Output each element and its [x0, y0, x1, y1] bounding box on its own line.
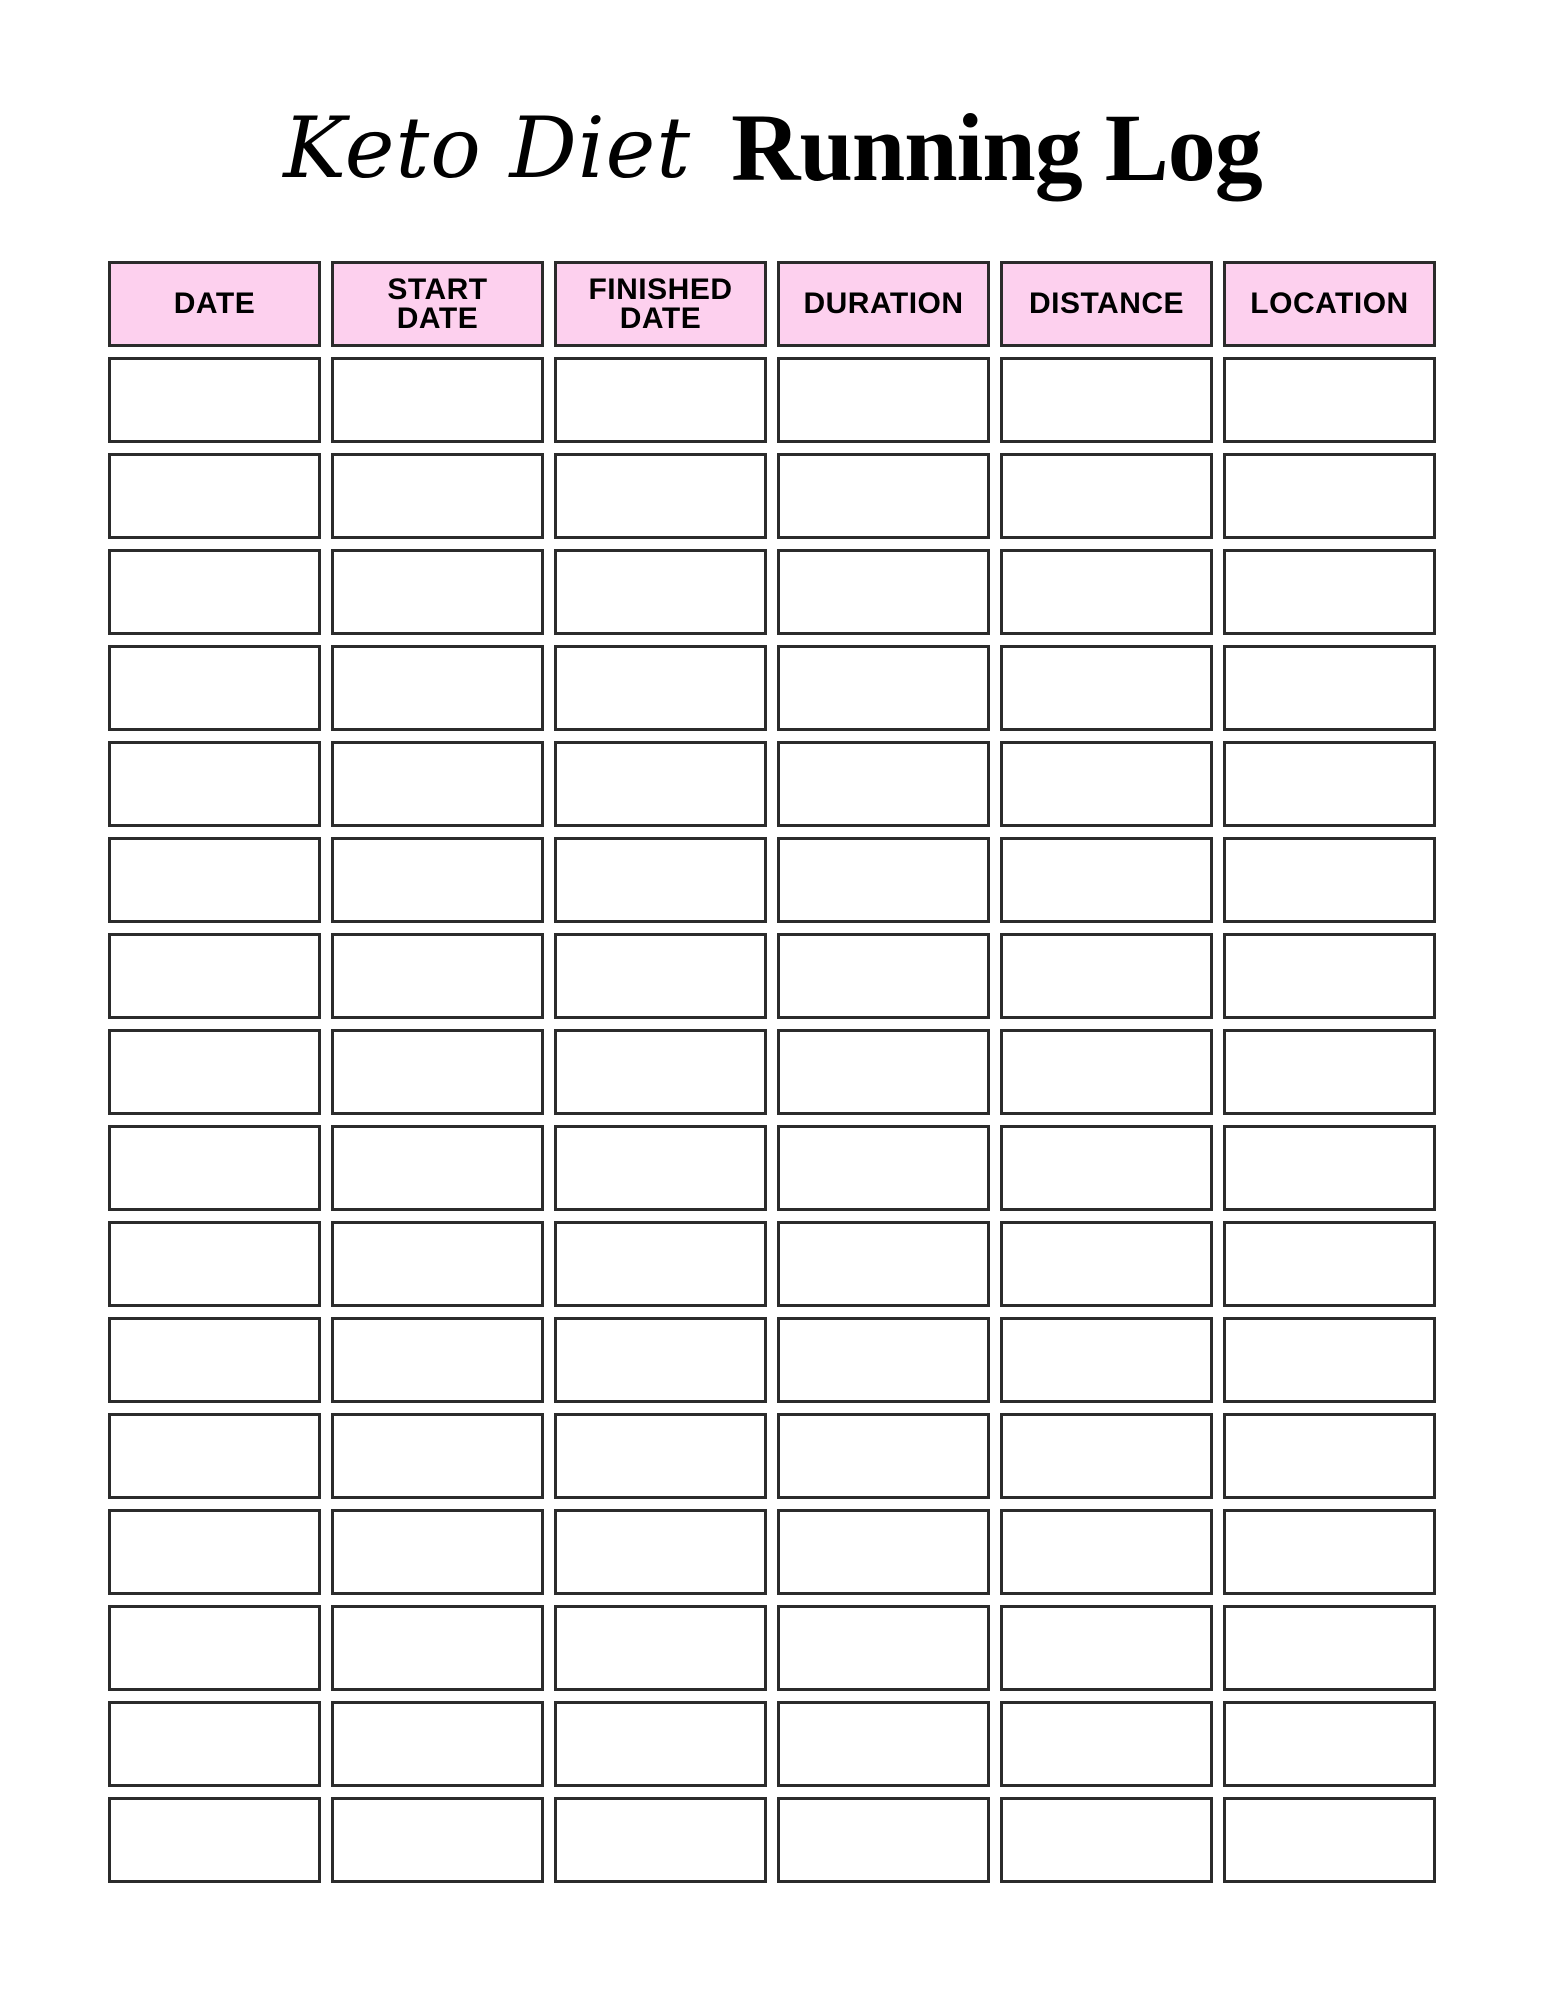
- column-header-label: [588, 272, 733, 335]
- log-entry-cell[interactable]: [777, 1029, 990, 1115]
- log-entry-cell[interactable]: [777, 933, 990, 1019]
- column-header-label: [803, 287, 964, 321]
- log-entry-cell[interactable]: [108, 1509, 321, 1595]
- log-entry-cell[interactable]: [554, 837, 767, 923]
- log-entry-cell[interactable]: [331, 645, 544, 731]
- log-entry-cell[interactable]: [777, 453, 990, 539]
- column-header: [554, 261, 767, 347]
- log-entry-cell[interactable]: [1223, 1605, 1436, 1691]
- log-entry-cell[interactable]: [777, 1701, 990, 1787]
- log-entry-cell[interactable]: [777, 645, 990, 731]
- log-entry-cell[interactable]: [1223, 453, 1436, 539]
- log-entry-cell[interactable]: [777, 741, 990, 827]
- log-entry-cell[interactable]: [1223, 741, 1436, 827]
- log-entry-cell[interactable]: [1000, 933, 1213, 1019]
- log-entry-cell[interactable]: [554, 1413, 767, 1499]
- log-entry-cell[interactable]: [108, 1413, 321, 1499]
- log-entry-cell[interactable]: [1000, 1413, 1213, 1499]
- log-entry-cell[interactable]: [1000, 645, 1213, 731]
- log-entry-cell[interactable]: [1000, 1701, 1213, 1787]
- log-entry-cell[interactable]: [331, 1509, 544, 1595]
- log-entry-cell[interactable]: [777, 1605, 990, 1691]
- log-entry-cell[interactable]: [1000, 1221, 1213, 1307]
- log-entry-cell[interactable]: [108, 1029, 321, 1115]
- log-entry-cell[interactable]: [108, 837, 321, 923]
- column-header: [1000, 261, 1213, 347]
- log-entry-cell[interactable]: [1000, 1509, 1213, 1595]
- log-entry-cell[interactable]: [777, 549, 990, 635]
- log-entry-cell[interactable]: [108, 1605, 321, 1691]
- log-entry-cell[interactable]: [554, 1605, 767, 1691]
- log-entry-cell[interactable]: [554, 1221, 767, 1307]
- log-entry-cell[interactable]: [1000, 837, 1213, 923]
- column-header-line: DATE: [619, 302, 702, 335]
- log-entry-cell[interactable]: [554, 357, 767, 443]
- log-entry-cell[interactable]: [554, 1797, 767, 1883]
- log-entry-cell[interactable]: [554, 645, 767, 731]
- log-entry-cell[interactable]: [554, 741, 767, 827]
- log-entry-cell[interactable]: [1223, 1701, 1436, 1787]
- column-header: [1223, 261, 1436, 347]
- log-entry-cell[interactable]: [108, 1125, 321, 1211]
- log-entry-cell[interactable]: [554, 1317, 767, 1403]
- log-entry-cell[interactable]: [1223, 1413, 1436, 1499]
- log-entry-cell[interactable]: [1223, 645, 1436, 731]
- log-entry-cell[interactable]: [1000, 453, 1213, 539]
- log-entry-cell[interactable]: [1223, 1221, 1436, 1307]
- log-entry-cell[interactable]: [554, 1509, 767, 1595]
- log-entry-cell[interactable]: [777, 1125, 990, 1211]
- column-header-label: [1028, 287, 1185, 321]
- log-entry-cell[interactable]: [1000, 1797, 1213, 1883]
- log-entry-cell[interactable]: [1223, 1317, 1436, 1403]
- title-main-text: Running Log: [731, 94, 1262, 201]
- log-entry-cell[interactable]: [1000, 549, 1213, 635]
- column-header: [777, 261, 990, 347]
- log-entry-cell[interactable]: [331, 837, 544, 923]
- log-entry-cell[interactable]: [108, 357, 321, 443]
- column-header-line: FINISHED: [588, 272, 733, 306]
- column-header-label: [387, 272, 488, 335]
- column-header-label: [1250, 287, 1409, 321]
- log-entry-cell[interactable]: [777, 1221, 990, 1307]
- log-entry-cell[interactable]: [108, 1701, 321, 1787]
- page-title: [0, 94, 1545, 201]
- log-entry-cell[interactable]: [1223, 549, 1436, 635]
- log-entry-cell[interactable]: [777, 1797, 990, 1883]
- log-entry-cell[interactable]: [331, 1221, 544, 1307]
- log-entry-cell[interactable]: [1223, 1125, 1436, 1211]
- log-entry-cell[interactable]: [108, 645, 321, 731]
- log-entry-cell[interactable]: [777, 1509, 990, 1595]
- log-entry-cell[interactable]: [1000, 1317, 1213, 1403]
- log-entry-cell[interactable]: [331, 1605, 544, 1691]
- log-entry-cell[interactable]: [331, 1125, 544, 1211]
- log-entry-cell[interactable]: [1000, 1125, 1213, 1211]
- column-header: [108, 261, 321, 347]
- log-entry-cell[interactable]: [1223, 1797, 1436, 1883]
- column-header-line: DURATION: [803, 287, 964, 321]
- log-entry-cell[interactable]: [1000, 1029, 1213, 1115]
- log-entry-cell[interactable]: [108, 453, 321, 539]
- running-log-table: [108, 261, 1436, 1883]
- log-entry-cell[interactable]: [331, 1317, 544, 1403]
- log-entry-cell[interactable]: [331, 1701, 544, 1787]
- log-entry-cell[interactable]: [108, 1317, 321, 1403]
- log-entry-cell[interactable]: [331, 357, 544, 443]
- log-entry-cell[interactable]: [1000, 741, 1213, 827]
- log-entry-cell[interactable]: [1223, 933, 1436, 1019]
- log-entry-cell[interactable]: [331, 933, 544, 1019]
- log-entry-cell[interactable]: [331, 741, 544, 827]
- log-entry-cell[interactable]: [1223, 837, 1436, 923]
- column-header-line: DATE: [396, 302, 479, 335]
- log-entry-cell[interactable]: [331, 1029, 544, 1115]
- log-entry-cell[interactable]: [777, 1317, 990, 1403]
- log-entry-cell[interactable]: [554, 1029, 767, 1115]
- log-entry-cell[interactable]: [108, 1221, 321, 1307]
- log-entry-cell[interactable]: [331, 453, 544, 539]
- title-script-text: Keto Diet: [283, 99, 692, 197]
- log-entry-cell[interactable]: [554, 453, 767, 539]
- log-entry-cell[interactable]: [777, 1413, 990, 1499]
- column-header-line: DISTANCE: [1028, 287, 1185, 321]
- log-entry-cell[interactable]: [108, 741, 321, 827]
- log-entry-cell[interactable]: [554, 1701, 767, 1787]
- log-entry-cell[interactable]: [1223, 357, 1436, 443]
- log-entry-cell[interactable]: [108, 1797, 321, 1883]
- log-entry-cell[interactable]: [331, 1413, 544, 1499]
- log-entry-cell[interactable]: [1000, 357, 1213, 443]
- log-entry-cell[interactable]: [108, 549, 321, 635]
- log-entry-cell[interactable]: [1223, 1509, 1436, 1595]
- log-entry-cell[interactable]: [1000, 1605, 1213, 1691]
- column-header-line: DATE: [173, 287, 256, 321]
- log-entry-cell[interactable]: [1223, 1029, 1436, 1115]
- log-entry-cell[interactable]: [108, 933, 321, 1019]
- column-header-line: LOCATION: [1250, 287, 1409, 321]
- log-entry-cell[interactable]: [331, 1797, 544, 1883]
- log-entry-cell[interactable]: [554, 549, 767, 635]
- log-entry-cell[interactable]: [777, 837, 990, 923]
- log-entry-cell[interactable]: [777, 357, 990, 443]
- log-entry-cell[interactable]: [331, 549, 544, 635]
- column-header-line: START: [387, 272, 488, 306]
- column-header-label: [173, 287, 256, 321]
- log-entry-cell[interactable]: [554, 1125, 767, 1211]
- column-header: [331, 261, 544, 347]
- log-entry-cell[interactable]: [554, 933, 767, 1019]
